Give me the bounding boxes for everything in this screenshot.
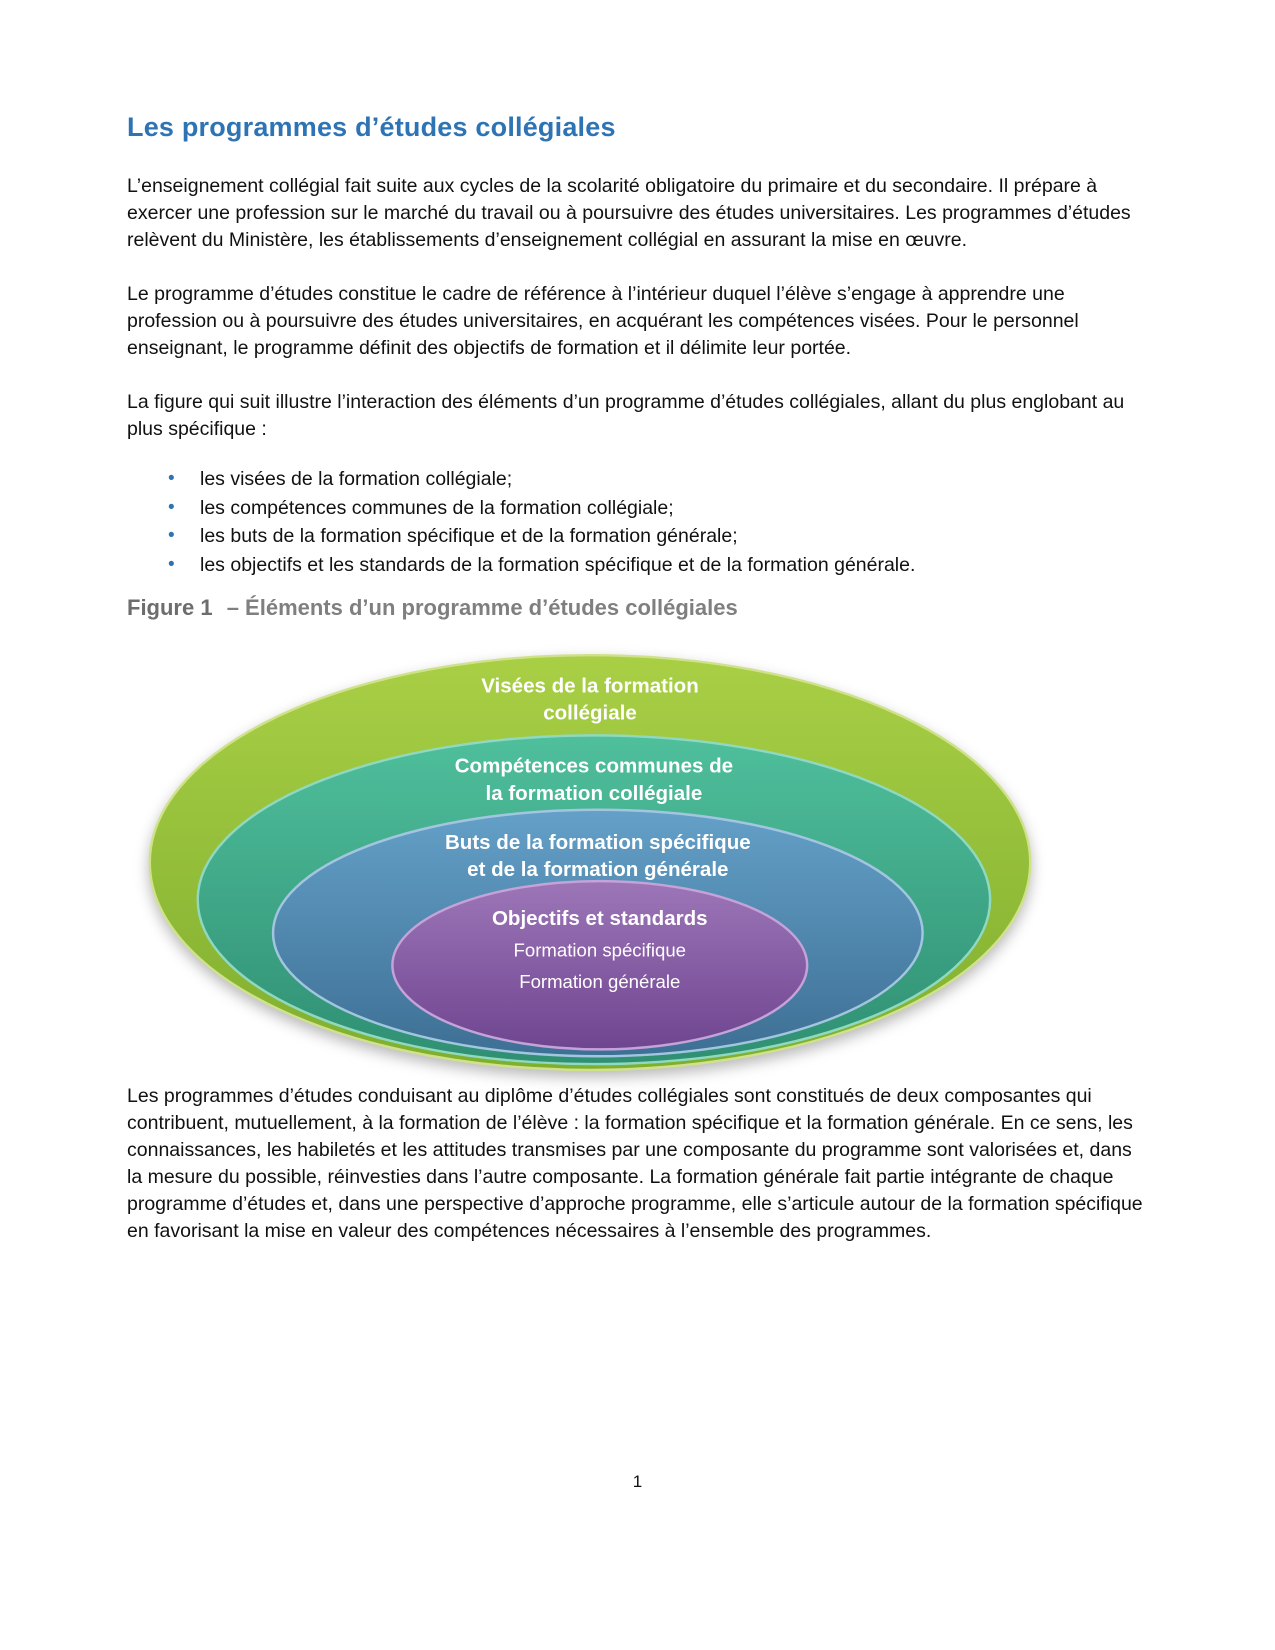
bullet-icon: •	[168, 496, 175, 518]
list-item-text: les objectifs et les standards de la formation spécifique et de la formation générale.	[200, 553, 916, 576]
figure-caption	[127, 595, 1151, 621]
ring-label-competences-line2: la formation collégiale	[485, 781, 703, 805]
list-item-text: les visées de la formation collégiale;	[200, 468, 513, 490]
ring-label-formation-specifique: Formation spécifique	[513, 939, 687, 961]
ring-label-formation-generale: Formation générale	[519, 970, 681, 992]
paragraph-closing: Les programmes d’études conduisant au diplôme d’études collégiales sont constitués de deux composantes qui contribuent, mutuellement, à la formation de l’élève : la formation spécifique et la formation générale. En ce sens, les connaissances, les habiletés et les attitudes transmises par une composante du programme sont valorisées et, dans la mesure du possible, réinvesties dans l’autre composante. La formation générale fait partie intégrante de chaque programme d’études et, dans une perspective d’approche programme, elle s’articule autour de la formation spécifique en favorisant la mise en valeur des compétences nécessaires à l’ensemble des programmes.	[127, 1085, 1143, 1242]
list-item	[168, 494, 1151, 523]
paragraph-intro-1: L’enseignement collégial fait suite aux cycles de la scolarité obligatoire du primaire et du secondaire. Il prépare à exercer une profession sur le marché du travail ou à poursuivre des études universitaires. Les programmes d’études relèvent du Ministère, les établissements d’enseignement collégial en assurant la mise en œuvre.	[127, 175, 1131, 251]
paragraph-intro-2: Le programme d’études constitue le cadre de référence à l’intérieur duquel l’élève s’engage à apprendre une profession ou à poursuivre des études universitaires, en acquérant les compétences visées. Pour le personnel enseignant, le programme définit des objectifs de formation et il délimite leur portée.	[127, 283, 1079, 359]
list-item	[168, 522, 1151, 551]
ring-label-competences-line1: Compétences communes de	[454, 754, 734, 778]
bullet-icon: •	[168, 468, 175, 489]
list-item	[168, 551, 1151, 580]
figure-caption-label: Figure 1	[127, 595, 213, 620]
nested-ellipses-diagram	[140, 647, 1040, 1083]
paragraph-intro-3: La figure qui suit illustre l’interaction des éléments d’un programme d’études collégiales, allant du plus englobant au plus spécifique :	[127, 391, 1125, 440]
bullet-list	[127, 465, 1151, 579]
page-number: 1	[632, 1472, 643, 1491]
page-title: Les programmes d’études collégiales	[127, 112, 616, 142]
ring-label-visees-line1: Visées de la formation	[481, 674, 699, 698]
bullet-icon: •	[168, 553, 175, 575]
figure-1-diagram	[140, 647, 1040, 1083]
list-item	[168, 465, 1151, 494]
page-content	[127, 112, 1151, 1272]
list-item-text: les compétences communes de la formation collégiale;	[200, 496, 674, 519]
figure-caption-text: – Éléments d’un programme d’études collégiales	[226, 595, 738, 620]
ring-label-buts-line2: et de la formation générale	[467, 858, 729, 882]
list-item-text: les buts de la formation spécifique et de la formation générale;	[200, 525, 738, 547]
ring-label-visees-line2: collégiale	[543, 701, 637, 725]
ring-label-buts-line1: Buts de la formation spécifique	[444, 830, 751, 854]
bullet-icon: •	[168, 525, 175, 546]
ring-label-objectifs: Objectifs et standards	[491, 907, 708, 931]
